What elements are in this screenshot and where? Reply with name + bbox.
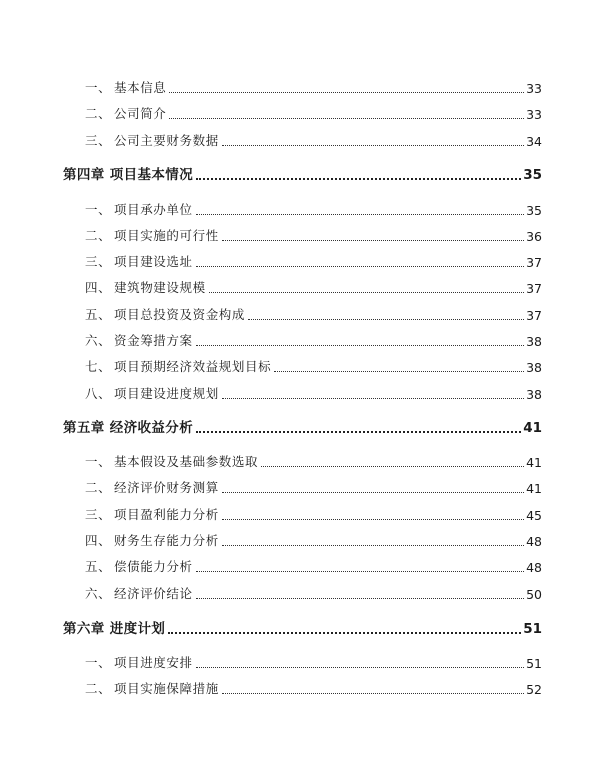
- toc-chapter-entry[interactable]: [0, 165, 600, 185]
- toc-section-entry[interactable]: [0, 278, 600, 298]
- toc-section-entry[interactable]: [0, 104, 600, 124]
- page-number: 38: [526, 360, 542, 375]
- section-title: 项目盈利能力分析: [114, 507, 219, 522]
- dot-leader: [222, 693, 524, 694]
- dot-leader: [274, 371, 524, 372]
- dot-leader: [196, 178, 521, 180]
- dot-leader: [168, 632, 521, 634]
- page-number: 45: [526, 508, 542, 523]
- section-title: 项目实施保障措施: [114, 681, 219, 696]
- section-title: 项目总投资及资金构成: [114, 307, 246, 322]
- section-title: 项目实施的可行性: [114, 228, 219, 243]
- page-number: 38: [526, 334, 542, 349]
- page-number: 36: [526, 229, 542, 244]
- dot-leader: [196, 598, 524, 599]
- section-number: 六、: [85, 586, 112, 601]
- chapter-title: 项目基本情况: [109, 167, 194, 183]
- toc-section-entry[interactable]: [0, 200, 600, 220]
- section-title: 项目进度安排: [114, 655, 193, 670]
- section-number: 三、: [85, 254, 112, 269]
- page-number: 48: [526, 534, 542, 549]
- toc-chapter-entry[interactable]: [0, 619, 600, 639]
- toc-section-entry[interactable]: [0, 226, 600, 246]
- toc-entry-line: [85, 226, 542, 246]
- section-title: 项目建设进度规划: [114, 386, 219, 401]
- dot-leader: [169, 92, 524, 93]
- section-title: 财务生存能力分析: [114, 533, 219, 548]
- page-number: 33: [526, 107, 542, 122]
- toc-entry-line: [63, 165, 542, 185]
- page-number: 37: [526, 281, 542, 296]
- dot-leader: [248, 319, 524, 320]
- toc-entry-line: [85, 557, 542, 577]
- page-number: 37: [526, 308, 542, 323]
- dot-leader: [222, 519, 524, 520]
- toc-entry-line: [85, 331, 542, 351]
- section-number: 一、: [85, 202, 112, 217]
- page-number: 51: [523, 621, 542, 637]
- section-number: 七、: [85, 359, 112, 374]
- section-number: 五、: [85, 307, 112, 322]
- section-number: 八、: [85, 386, 112, 401]
- section-number: 四、: [85, 280, 112, 295]
- section-title: 资金筹措方案: [114, 333, 193, 348]
- toc-section-entry[interactable]: [0, 384, 600, 404]
- toc-entry-line: [85, 584, 542, 604]
- chapter-number: 第四章: [63, 167, 105, 183]
- page-number: 50: [526, 587, 542, 602]
- dot-leader: [196, 571, 524, 572]
- toc-entry-line: [85, 104, 542, 124]
- toc-entry-line: [85, 452, 542, 472]
- toc-entry-line: [85, 78, 542, 98]
- dot-leader: [196, 667, 524, 668]
- section-number: 一、: [85, 80, 112, 95]
- toc-section-entry[interactable]: [0, 531, 600, 551]
- section-number: 三、: [85, 507, 112, 522]
- toc-section-entry[interactable]: [0, 252, 600, 272]
- section-title: 建筑物建设规模: [114, 280, 206, 295]
- toc-section-entry[interactable]: [0, 653, 600, 673]
- toc-entry-line: [85, 679, 542, 699]
- toc-section-entry[interactable]: [0, 131, 600, 151]
- section-title: 基本信息: [114, 80, 167, 95]
- section-title: 项目预期经济效益规划目标: [114, 359, 272, 374]
- toc-entry-line: [63, 619, 542, 639]
- page-number: 34: [526, 134, 542, 149]
- toc-entry-line: [85, 252, 542, 272]
- chapter-title: 经济收益分析: [109, 420, 194, 436]
- toc-section-entry[interactable]: [0, 357, 600, 377]
- page-number: 37: [526, 255, 542, 270]
- page-number: 35: [523, 167, 542, 183]
- toc-entry-line: [85, 653, 542, 673]
- section-number: 一、: [85, 655, 112, 670]
- toc-entry-line: [85, 384, 542, 404]
- toc-section-entry[interactable]: [0, 452, 600, 472]
- section-number: 四、: [85, 533, 112, 548]
- dot-leader: [222, 398, 524, 399]
- page-number: 41: [526, 481, 542, 496]
- toc-entry-line: [85, 505, 542, 525]
- dot-leader: [169, 118, 524, 119]
- dot-leader: [209, 292, 524, 293]
- page-number: 35: [526, 203, 542, 218]
- toc-section-entry[interactable]: [0, 584, 600, 604]
- toc-chapter-entry[interactable]: [0, 418, 600, 438]
- toc-entry-line: [85, 305, 542, 325]
- toc-section-entry[interactable]: [0, 505, 600, 525]
- section-number: 二、: [85, 106, 112, 121]
- page-number: 41: [526, 455, 542, 470]
- page-number: 51: [526, 656, 542, 671]
- toc-entry-line: [85, 200, 542, 220]
- page-number: 48: [526, 560, 542, 575]
- dot-leader: [222, 492, 524, 493]
- page-number: 33: [526, 81, 542, 96]
- dot-leader: [222, 545, 524, 546]
- toc-section-entry[interactable]: [0, 331, 600, 351]
- toc-entry-line: [85, 278, 542, 298]
- section-number: 一、: [85, 454, 112, 469]
- section-number: 二、: [85, 681, 112, 696]
- section-title: 公司简介: [114, 106, 167, 121]
- dot-leader: [196, 214, 524, 215]
- section-title: 基本假设及基础参数选取: [114, 454, 259, 469]
- section-title: 项目承办单位: [114, 202, 193, 217]
- section-number: 三、: [85, 133, 112, 148]
- section-title: 偿债能力分析: [114, 559, 193, 574]
- dot-leader: [196, 266, 524, 267]
- toc-entry-line: [63, 418, 542, 438]
- toc-section-entry[interactable]: [0, 305, 600, 325]
- page-number: 52: [526, 682, 542, 697]
- dot-leader: [222, 145, 524, 146]
- toc-entry-line: [85, 357, 542, 377]
- section-number: 二、: [85, 228, 112, 243]
- toc-section-entry[interactable]: [0, 557, 600, 577]
- page-number: 41: [523, 420, 542, 436]
- dot-leader: [196, 431, 521, 433]
- section-title: 经济评价财务测算: [114, 480, 219, 495]
- section-number: 二、: [85, 480, 112, 495]
- dot-leader: [196, 345, 524, 346]
- dot-leader: [261, 466, 524, 467]
- chapter-number: 第五章: [63, 420, 105, 436]
- section-number: 五、: [85, 559, 112, 574]
- section-number: 六、: [85, 333, 112, 348]
- toc-section-entry[interactable]: [0, 78, 600, 98]
- toc-entry-line: [85, 131, 542, 151]
- section-title: 经济评价结论: [114, 586, 193, 601]
- dot-leader: [222, 240, 524, 241]
- chapter-title: 进度计划: [109, 621, 166, 637]
- toc-entry-line: [85, 478, 542, 498]
- toc-section-entry[interactable]: [0, 679, 600, 699]
- section-title: 项目建设选址: [114, 254, 193, 269]
- toc-entry-line: [85, 531, 542, 551]
- page-number: 38: [526, 387, 542, 402]
- chapter-number: 第六章: [63, 621, 105, 637]
- toc-section-entry[interactable]: [0, 478, 600, 498]
- section-title: 公司主要财务数据: [114, 133, 219, 148]
